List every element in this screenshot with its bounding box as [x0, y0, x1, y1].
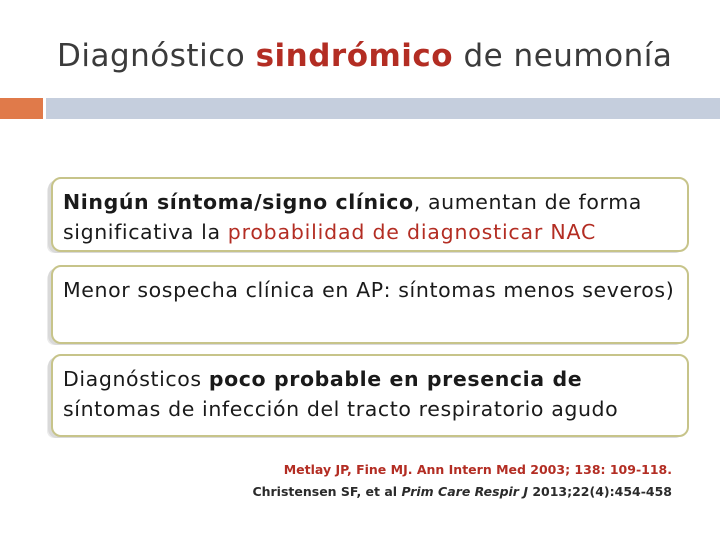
title-divider-bar	[46, 98, 720, 119]
box3-bold-text: poco probable en presencia de	[208, 367, 583, 391]
reference-christensen-citation: 2013;22(4):454-458	[527, 484, 672, 499]
content-box-1	[51, 177, 689, 252]
slide-title	[57, 38, 672, 74]
box3-text-after: síntomas de infección del tracto respiratorio agudo	[63, 397, 619, 421]
title-highlight: sindrómico	[255, 38, 454, 74]
reference-christensen-journal: Prim Care Respir J	[401, 484, 528, 499]
box2-text: Menor sospecha clínica en AP: síntomas menos severos)	[63, 278, 675, 302]
box1-text: , aumentan de forma significativa la	[63, 190, 642, 244]
content-box-2	[51, 265, 689, 344]
title-text-after: de neumonía	[453, 38, 673, 74]
reference-christensen	[252, 481, 672, 503]
title-divider-accent-bar	[0, 98, 43, 119]
reference-christensen-authors: Christensen SF, et al	[252, 484, 402, 499]
box1-emphasis-text: probabilidad de diagnosticar NAC	[227, 220, 597, 244]
box3-text-before: Diagnósticos	[63, 367, 209, 391]
box1-bold-text: Ningún síntoma/signo clínico	[63, 190, 414, 214]
reference-metlay: Metlay JP, Fine MJ. Ann Intern Med 2003; 138: 109-118.	[283, 462, 672, 477]
content-box-3	[51, 354, 689, 437]
title-text-before: Diagnóstico	[57, 38, 256, 74]
references	[252, 459, 672, 503]
